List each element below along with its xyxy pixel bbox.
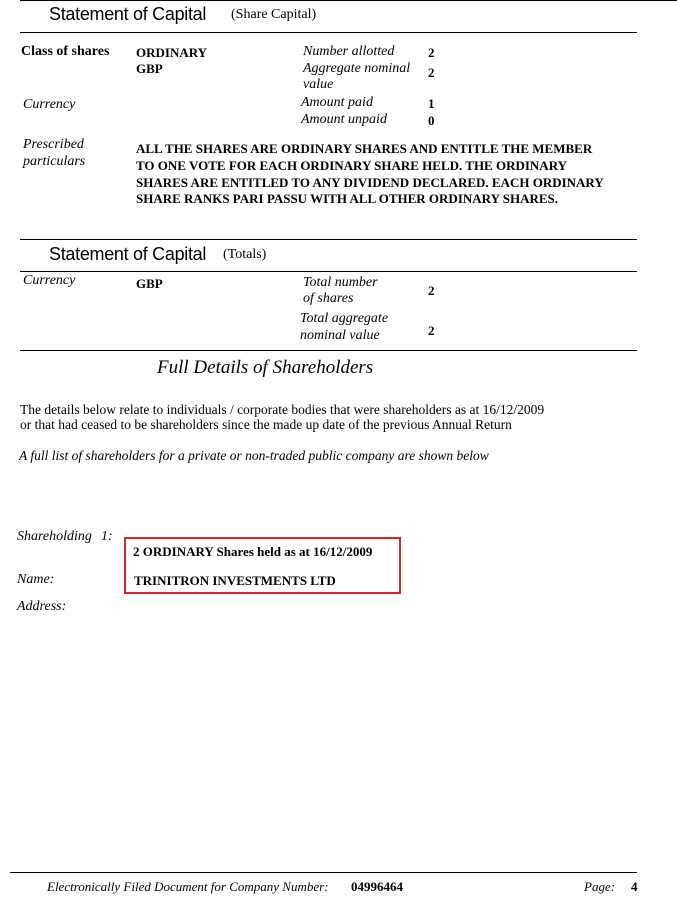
totals-top-rule [20,239,637,240]
top-rule [20,0,677,1]
totals-title: Statement of Capital [49,244,207,264]
prescribed-particulars-line: SHARE RANKS PARI PASSU WITH ALL OTHER ORDINARY SHARES. [136,191,559,206]
shareholders-intro-line: The details below relate to individuals / corporate bodies that were shareholders as at 16/12/2009 [20,402,545,417]
address-label: Address: [17,599,67,614]
share-currency-code: GBP [136,61,163,76]
total-aggregate-value: 2 [428,323,435,338]
totals-bottom-rule [20,350,637,351]
share-capital-subtitle: (Share Capital) [231,7,317,22]
shares-held: 2 ORDINARY Shares held as at 16/12/2009 [133,544,373,559]
shareholders-intro-line: or that had ceased to be shareholders since the made up date of the previous Annual Return [20,417,512,432]
class-of-shares-value: ORDINARY [136,45,208,60]
totals-currency-label: Currency [23,273,76,288]
shareholder-name: TRINITRON INVESTMENTS LTD [134,573,336,588]
name-label: Name: [17,572,55,587]
total-number-label: Total number [303,275,378,290]
totals-currency-value: GBP [136,276,163,291]
amount-unpaid-value: 0 [428,113,435,128]
total-aggregate-label: Total aggregate [300,311,389,326]
footer-page-label: Page: [584,879,616,894]
footer-rule [10,872,637,873]
number-allotted-value: 2 [428,45,435,60]
share-capital-rule [20,32,637,33]
prescribed-particulars-line: SHARES ARE ENTITLED TO ANY DIVIDEND DECLARED. EACH ORDINARY [136,175,604,190]
footer-filed-text: Electronically Filed Document for Company Number: [47,879,329,894]
class-of-shares-label: Class of shares [21,44,110,59]
prescribed-label-cont: particulars [23,154,86,169]
shareholding-number: 1: [101,529,113,544]
prescribed-particulars-line: ALL THE SHARES ARE ORDINARY SHARES AND ENTITLE THE MEMBER [136,141,593,156]
total-aggregate-label-cont: nominal value [300,328,380,343]
full-list-note: A full list of shareholders for a private or non-traded public company are shown below [19,448,489,463]
number-allotted-label: Number allotted [303,44,395,59]
footer-page-number: 4 [631,879,638,894]
total-number-label-cont: of shares [303,291,354,306]
aggregate-nominal-label: Aggregate nominal [303,61,411,76]
total-number-value: 2 [428,283,435,298]
currency-label: Currency [23,97,76,112]
shareholding-label: Shareholding [17,529,92,544]
aggregate-nominal-label-cont: value [303,77,334,92]
totals-subtitle: (Totals) [223,247,267,262]
amount-unpaid-label: Amount unpaid [301,112,387,127]
amount-paid-label: Amount paid [301,95,373,110]
totals-rule [20,271,637,272]
footer-company-number: 04996464 [351,879,403,894]
amount-paid-value: 1 [428,96,435,111]
prescribed-particulars-line: TO ONE VOTE FOR EACH ORDINARY SHARE HELD. THE ORDINARY [136,158,568,173]
share-capital-title: Statement of Capital [49,4,207,24]
shareholders-title: Full Details of Shareholders [157,357,374,378]
aggregate-nominal-value: 2 [428,65,435,80]
prescribed-label: Prescribed [23,137,84,152]
